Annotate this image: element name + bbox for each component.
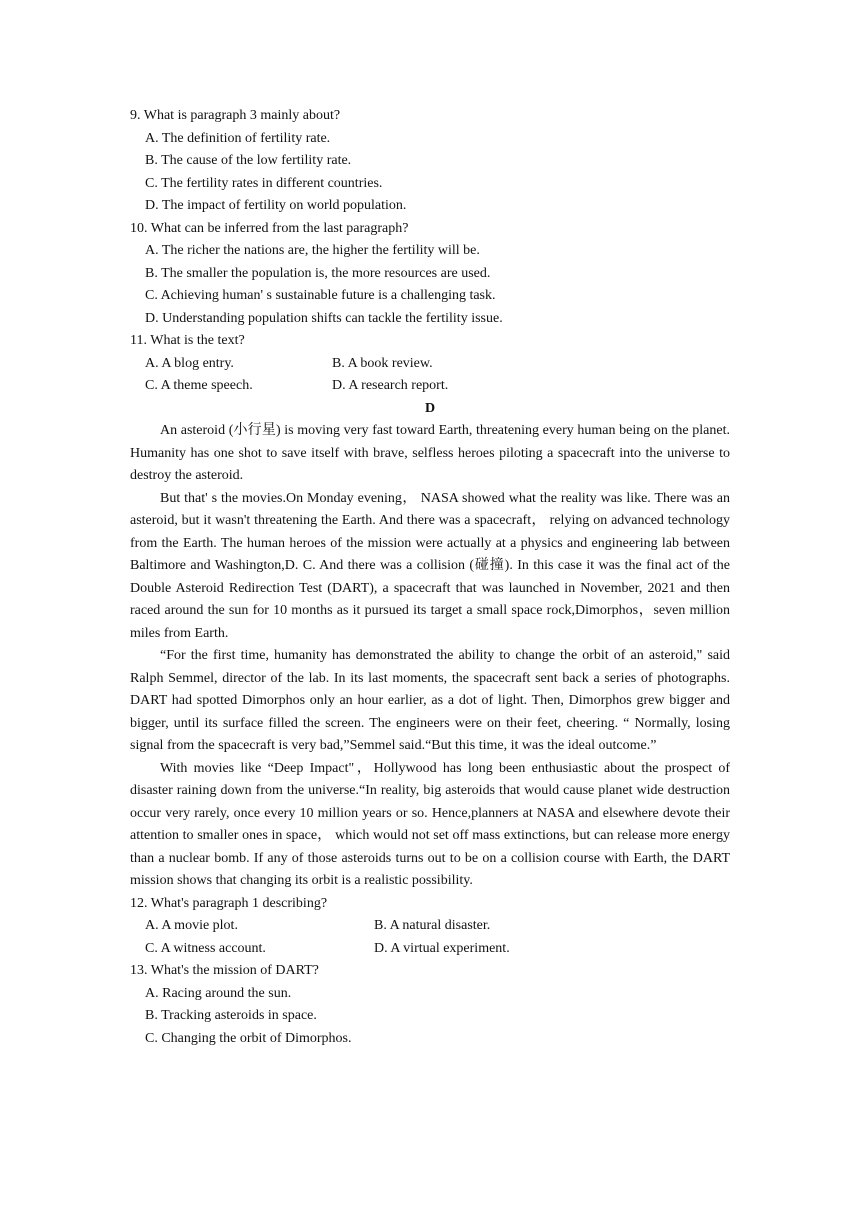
- question-9-option-b: B. The cause of the low fertility rate.: [145, 153, 352, 168]
- question-12-stem: 12. What's paragraph 1 describing?: [130, 895, 328, 911]
- question-10-option-d: D. Understanding population shifts can tackle the fertility issue.: [145, 310, 503, 326]
- question-12-option-c: C. A witness account.: [145, 940, 266, 956]
- question-11-option-a: A. A blog entry.: [145, 355, 234, 371]
- question-12-option-b: B. A natural disaster.: [374, 918, 491, 933]
- section-title: D: [424, 400, 436, 416]
- question-9-option-d: D. The impact of fertility on world population.: [145, 198, 407, 213]
- question-11-options-row-1: [145, 353, 730, 376]
- passage-paragraph-1: An asteroid (小行星) is moving very fast toward Earth, threatening every human being on the planet. Humanity has one shot to save itself with brave, selfless heroes piloting a spacecraft into the universe to destroy the asteroid.: [130, 423, 730, 483]
- passage-paragraph-3: “For the first time, humanity has demonstrated the ability to change the orbit of an asteroid," said Ralph Semmel, director of the lab. In its last moments, the spacecraft sent back a series of photographs. DART had spotted Dimorphos only an hour earlier, as a dot of light. Then, Dimorphos grew bigger and bigger, until its surface filled the screen. The engineers were on their feet, cheering. “ Normally, losing signal from the spacecraft is very bad,”Semmel said.“But this time, it was the ideal outcome.”: [130, 648, 730, 753]
- question-10-option-a: A. The richer the nations are, the higher the fertility will be.: [145, 243, 480, 258]
- question-13-option-c: C. Changing the orbit of Dimorphos.: [145, 1030, 352, 1046]
- question-10-option-c: C. Achieving human' s sustainable future is a challenging task.: [145, 288, 496, 303]
- question-12-option-d: D. A virtual experiment.: [374, 940, 510, 956]
- question-9-stem: 9. What is paragraph 3 mainly about?: [130, 108, 341, 123]
- question-9-option-c: C. The fertility rates in different countries.: [145, 175, 383, 191]
- question-11-option-b: B. A book review.: [332, 355, 433, 371]
- question-11-options-row-2: [145, 375, 730, 398]
- question-9-option-a: A. The definition of fertility rate.: [145, 130, 331, 146]
- question-11-stem: 11. What is the text?: [130, 333, 245, 348]
- question-11-option-c: C. A theme speech.: [145, 378, 253, 393]
- question-12-options-row-2: [145, 938, 730, 961]
- question-13-option-b: B. Tracking asteroids in space.: [145, 1008, 317, 1023]
- exam-page: [130, 105, 730, 1050]
- passage-paragraph-2: But that' s the movies.On Monday evening， NASA showed what the reality was like. There was an asteroid, but it wasn't threatening the Earth. And there was a spacecraft， relying on advanced technology from the Earth. The human heroes of the mission were actually at a physics and engineering lab between Baltimore and Washington,D. C. And there was a collision (碰撞). In this case it was the final act of the Double Asteroid Redirection Test (DART), a spacecraft that was launched in November, 2021 and then raced around the sun for 10 months as it pursued its target a small space rock,Dimorphos，seven million miles from Earth.: [130, 490, 730, 641]
- question-13-stem: 13. What's the mission of DART?: [130, 963, 319, 978]
- question-10-stem: 10. What can be inferred from the last paragraph?: [130, 220, 409, 236]
- question-10-option-b: B. The smaller the population is, the more resources are used.: [145, 265, 491, 281]
- question-13-option-a: A. Racing around the sun.: [145, 985, 292, 1001]
- passage-paragraph-4: With movies like “Deep Impact"，Hollywood has long been enthusiastic about the prospect of disaster raining down from the universe.“In reality, big asteroids that would cause planet wide destruction occur very rarely, once every 10 million years or so. Hence,planners at NASA and elsewhere devote their attention to smaller ones in space， which would not set off mass extinctions, but can release more energy than a nuclear bomb. If any of those asteroids turns out to be on a collision course with Earth, the DART mission shows that changing its orbit is a realistic possibility.: [130, 760, 730, 888]
- question-12-option-a: A. A movie plot.: [145, 918, 238, 933]
- question-12-options-row-1: [145, 915, 730, 938]
- question-11-option-d: D. A research report.: [332, 378, 449, 393]
